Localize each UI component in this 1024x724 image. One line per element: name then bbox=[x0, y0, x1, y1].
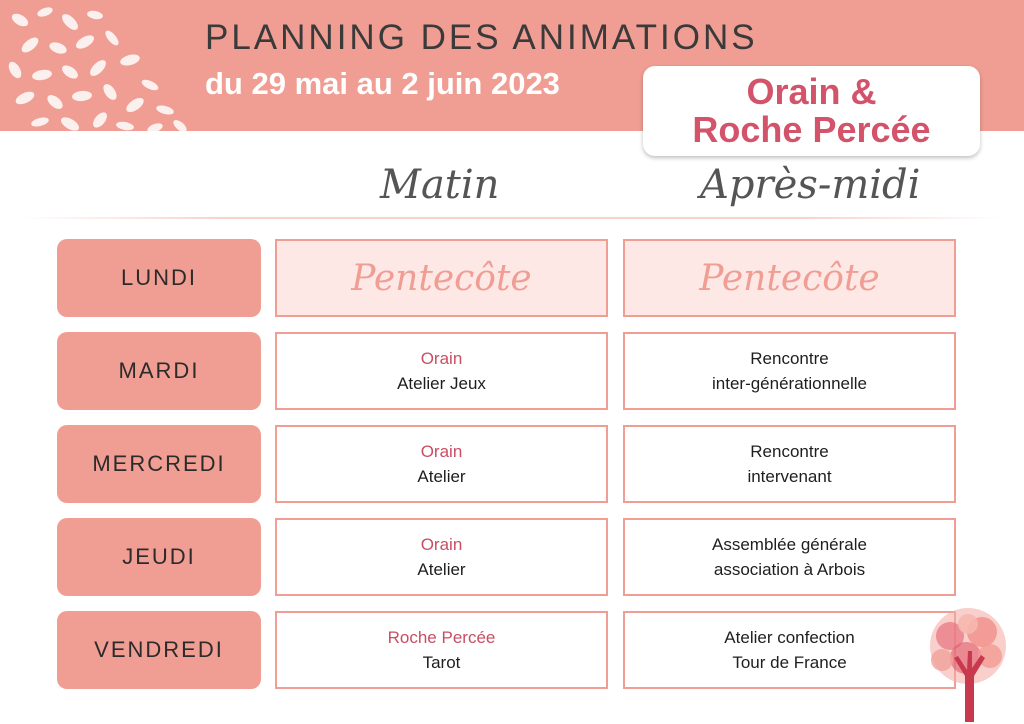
activity-location: Orain bbox=[420, 535, 463, 554]
cell-thursday-morning bbox=[275, 518, 608, 596]
site-name-line1: Orain & bbox=[746, 71, 877, 112]
site-card bbox=[643, 66, 980, 156]
day-label-wednesday: MERCREDI bbox=[57, 425, 261, 503]
cell-monday-morning bbox=[275, 239, 608, 317]
page-title: PLANNING DES ANIMATIONS bbox=[205, 18, 758, 57]
activity-line: association à Arbois bbox=[713, 560, 866, 579]
activity-line: Atelier confection bbox=[724, 628, 855, 647]
cell-tuesday-morning bbox=[275, 332, 608, 410]
activity-name: Atelier Jeux bbox=[397, 374, 486, 393]
cell-friday-morning bbox=[275, 611, 608, 689]
leaf-pattern-decoration bbox=[0, 0, 195, 131]
activity-location: Orain bbox=[420, 349, 463, 368]
activity-name: Tarot bbox=[422, 653, 461, 672]
tree-icon bbox=[918, 606, 1018, 722]
cell-friday-afternoon bbox=[623, 611, 956, 689]
column-header-afternoon: Après-midi bbox=[700, 162, 921, 208]
column-header-morning: Matin bbox=[380, 162, 500, 208]
date-range: du 29 mai au 2 juin 2023 bbox=[205, 66, 560, 101]
cell-wednesday-morning bbox=[275, 425, 608, 503]
cell-tuesday-afternoon bbox=[623, 332, 956, 410]
activity-location: Orain bbox=[420, 442, 463, 461]
cell-wednesday-afternoon bbox=[623, 425, 956, 503]
activity-line: inter-générationnelle bbox=[712, 374, 867, 393]
cell-thursday-afternoon bbox=[623, 518, 956, 596]
activity-line: Tour de France bbox=[732, 653, 847, 672]
activity-line: intervenant bbox=[747, 467, 832, 486]
activity-line: Rencontre bbox=[750, 349, 829, 368]
activity-line: Assemblée générale bbox=[712, 535, 867, 554]
activity-line: Rencontre bbox=[750, 442, 829, 461]
holiday-label: Pentecôte bbox=[699, 257, 880, 299]
day-label-tuesday: MARDI bbox=[57, 332, 261, 410]
cell-monday-afternoon bbox=[623, 239, 956, 317]
activity-name: Atelier bbox=[417, 560, 466, 579]
activity-location: Roche Percée bbox=[387, 628, 496, 647]
header-divider bbox=[20, 217, 1004, 219]
day-label-friday: VENDREDI bbox=[57, 611, 261, 689]
activity-name: Atelier bbox=[417, 467, 466, 486]
holiday-label: Pentecôte bbox=[351, 257, 532, 299]
day-label-monday: LUNDI bbox=[57, 239, 261, 317]
site-name-line2: Roche Percée bbox=[692, 109, 931, 150]
day-label-thursday: JEUDI bbox=[57, 518, 261, 596]
